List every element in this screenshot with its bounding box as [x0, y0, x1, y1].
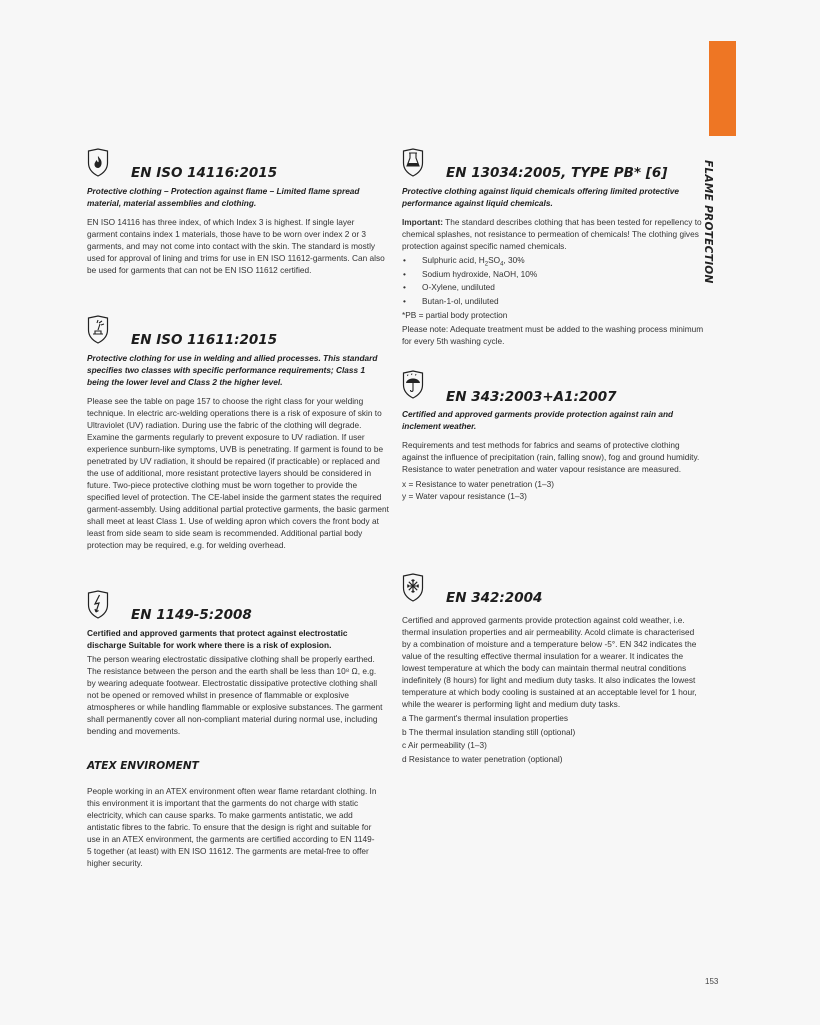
section-subtitle: Certified and approved garments provide protection against rain and inclement weather. [402, 409, 674, 431]
section-atex [87, 760, 377, 869]
atex-title: ATEX ENVIROMENT [87, 760, 199, 772]
side-section-title [702, 160, 722, 284]
side-title-text: FLAME PROTECTION [702, 160, 714, 284]
chemicals-list [402, 254, 704, 308]
snowflake-cold-icon [402, 573, 424, 602]
section-subtitle: Protective clothing against liquid chemicals offering limited protective performance against liquid chemicals. [402, 186, 679, 208]
important-text: The standard describes clothing that has been tested for repellency to chemical splashes, not resistance to permeation of chemicals! The clothing gives protection against specific named chemicals. [402, 217, 702, 251]
section-subtitle: Certified and approved garments that protect against electrostatic discharge Suitable for work where there is a risk of explosion. [87, 628, 348, 650]
section-title: EN 1149-5:2008 [131, 607, 252, 623]
section-body: Requirements and test methods for fabrics and seams of protective clothing against the influence of precipitation (rain, falling snow), fog and ground humidity. Resistance to water penetration and water vapour resistance are measured. [402, 440, 700, 474]
list-item: a The garment's thermal insulation properties [402, 713, 569, 723]
list-item: • Sodium hydroxide, NaOH, 10% [402, 268, 704, 282]
section-title: EN 13034:2005, TYPE PB* [6] [446, 165, 668, 181]
washing-note: Please note: Adequate treatment must be added to the washing process minimum for every 5th washing cycle. [402, 324, 704, 346]
section-title: EN 342:2004 [446, 590, 543, 606]
electrostatic-icon [87, 590, 109, 619]
atex-body: People working in an ATEX environment often wear flame retardant clothing. In this environment it is important that the garments do not charge with static electricity, which can cause sparks. To make garments antistatic, we add antistatic fibres to the fabric. To ensure that the design is right and suitable for use in an ATEX environment, the garments are certified according to EN 1149-5 together (at least) with EN ISO 11612. The garments are metal-free to offer higher security. [87, 786, 377, 868]
flame-protection-icon [87, 148, 109, 177]
important-label: Important: [402, 217, 444, 227]
list-item: • Butan-1-ol, undiluted [402, 295, 704, 309]
section-subtitle: Protective clothing for use in welding and allied processes. This standard specifies two classes with specific performance requirements; Class 1 being the lower level and Class 2 the higher level. [87, 353, 378, 387]
chemical-protection-icon [402, 148, 424, 177]
section-body: EN ISO 14116 has three index, of which Index 3 is highest. If single layer garment contains index 1 materials, those have to be worn over index 2 or 3 garments, and may not come into contact with the skin. The standard is mostly used for approval of lining and trims for use in EN ISO 11612-garments. Can also be used for garments that can not be EN ISO 11612 certified. [87, 217, 385, 275]
important-paragraph [402, 216, 704, 252]
section-body: Certified and approved garments provide protection against cold weather, i.e. thermal insulation properties and air permeability. Acold climate is characterised by a combination of moisture and a temperature below -5°. EN 342 indicates the value of the resulting effective thermal insulation for a wearer. It indicates the lowest temperature at which the body can maintain thermal neutral conditions indefinitely (8 hours) for light and medium duty tasks. It also indicates the lowest temperature at which body cooling is sustained at an acceptable level for 1 hour, while the wearer is performing light and medium duty tasks. [402, 615, 697, 709]
page-number: 153 [705, 977, 719, 986]
umbrella-rain-icon [402, 370, 424, 399]
y-definition: y = Water vapour resistance (1–3) [402, 491, 527, 501]
section-title: EN ISO 14116:2015 [131, 165, 278, 181]
section-body: Please see the table on page 157 to choose the right class for your welding technique. In electric arc-welding operations there is a risk of exposure of skin to Ultraviolet (UV) radiation. During use the fabric of the clothing will degrade. Examine the garments regularly to prevent exposure to UV radiation. If user experience sunburn-like symptoms, UVB is penetrating. If garment is found to be penetrated by UV radiation, it should be repaired (if practicable) or replaced and the use of additional, more resistant protective layers should be considered in future. Two-piece protective clothing must be worn together to provide the specified level of protection. The CE-label inside the garment states the required garment-assembly. Using additional partial protective garments, the basic garment shall meet at least Class 1. Use of welding apron which covers the front body at least from side seam to side seam is recommended. Additional partial body protection may be required, e.g. for welding overhead. [87, 396, 389, 550]
section-subtitle: Protective clothing – Protection against flame – Limited flame spread material, material assemblies and clothing. [87, 186, 360, 208]
section-color-tab [709, 41, 736, 136]
list-item: • O-Xylene, undiluted [402, 281, 704, 295]
list-item: d Resistance to water penetration (optional) [402, 753, 563, 764]
welding-icon [87, 315, 109, 344]
list-item: b The thermal insulation standing still (optional) [402, 726, 576, 737]
section-title: EN ISO 11611:2015 [131, 332, 278, 348]
footnote: *PB = partial body protection [402, 310, 508, 320]
list-item: • Sulphuric acid, $H_2SO_4$, 30% [402, 254, 704, 268]
list-item: c Air permeability (1–3) [402, 740, 487, 750]
section-body: The person wearing electrostatic dissipative clothing shall be properly earthed. The resistance between the person and the earth shall be less than 10⁸ Ω, e.g. by wearing adequate footwear. Electrostatic dissipative protective clothing shall not be opened or removed whilst in presence of flammable or explosive atmospheres or while handling flammable or explosive substances. The garment shall permanently cover all non-compliant material during normal use, including bending and movements. [87, 654, 383, 736]
section-title: EN 343:2003+A1:2007 [446, 389, 617, 405]
x-definition: x = Resistance to water penetration (1–3) [402, 479, 554, 489]
